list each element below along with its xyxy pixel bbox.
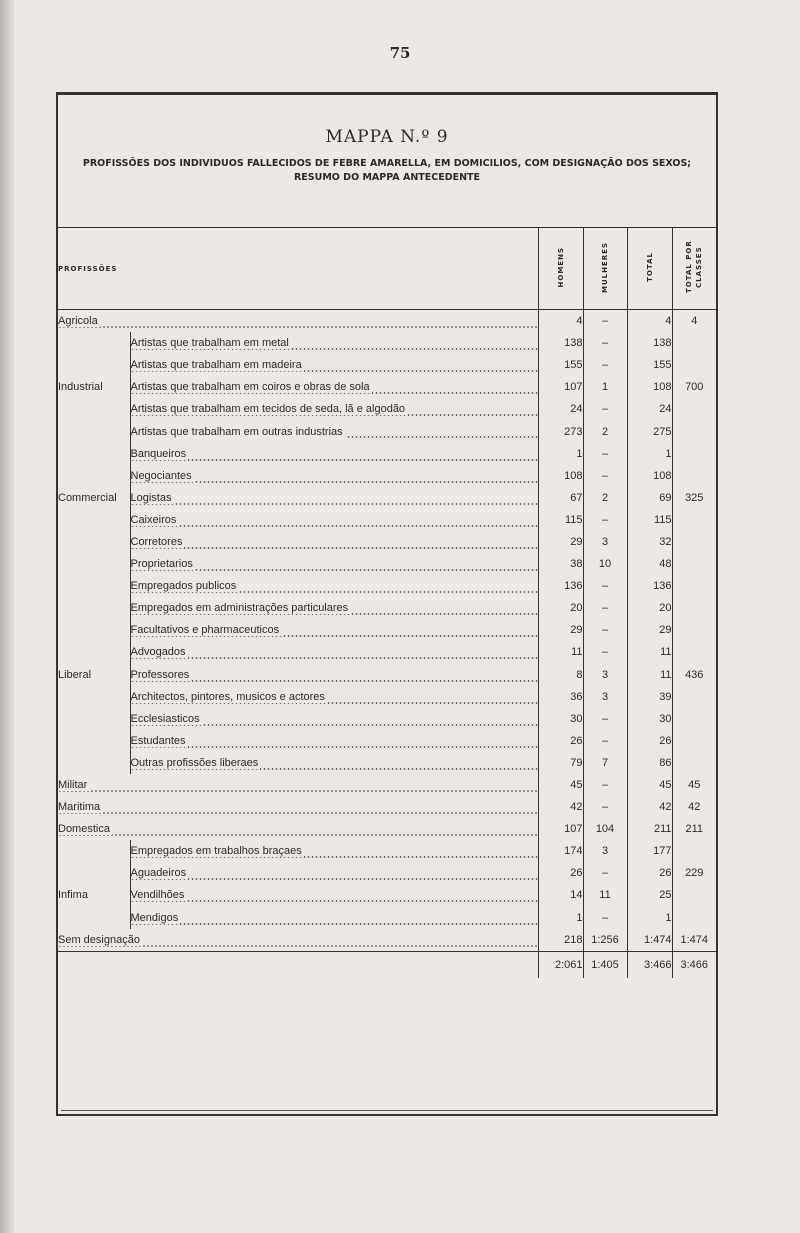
row-label: Domestica <box>58 818 538 840</box>
table-row <box>58 619 716 641</box>
row-label: Artistas que trabalham em tecidos de seda, lã e algodão <box>130 398 538 420</box>
table-row <box>58 730 716 752</box>
classes-cell <box>672 398 716 420</box>
total-cell: 32 <box>627 531 672 553</box>
classes-cell: 436 <box>672 664 716 686</box>
row-label: Architectos, pintores, musicos e actores <box>130 686 538 708</box>
classes-cell: 1:474 <box>672 929 716 952</box>
table-row <box>58 509 716 531</box>
homens-cell: 11 <box>538 641 583 663</box>
total-cell: 26 <box>627 862 672 884</box>
row-group <box>58 332 130 354</box>
row-label: Aguadeiros <box>130 862 538 884</box>
table-row <box>58 796 716 818</box>
classes-cell <box>672 752 716 774</box>
total-cell: 155 <box>627 354 672 376</box>
total-cell: 24 <box>627 398 672 420</box>
row-group <box>58 398 130 420</box>
homens-cell: 136 <box>538 575 583 597</box>
row-group <box>58 708 130 730</box>
mulheres-cell: – <box>583 597 627 619</box>
classes-cell <box>672 708 716 730</box>
table-row <box>58 553 716 575</box>
table-row <box>58 420 716 442</box>
homens-cell: 29 <box>538 619 583 641</box>
mulheres-cell: 10 <box>583 553 627 575</box>
table-body <box>58 310 716 978</box>
mulheres-cell: 2 <box>583 420 627 442</box>
total-cell: 48 <box>627 553 672 575</box>
table-row <box>58 465 716 487</box>
classes-cell <box>672 884 716 906</box>
table-row <box>58 443 716 465</box>
row-group <box>58 509 130 531</box>
mulheres-cell: 1 <box>583 376 627 398</box>
classes-cell <box>672 332 716 354</box>
homens-cell: 108 <box>538 465 583 487</box>
mulheres-cell: – <box>583 907 627 929</box>
total-cell: 275 <box>627 420 672 442</box>
row-label: Vendilhões <box>130 884 538 906</box>
row-label: Logistas <box>130 487 538 509</box>
homens-cell: 26 <box>538 730 583 752</box>
mulheres-cell: – <box>583 708 627 730</box>
table-row <box>58 376 716 398</box>
row-label: Sem designação <box>58 929 538 952</box>
homens-cell: 155 <box>538 354 583 376</box>
total-cell: 1 <box>627 907 672 929</box>
mulheres-cell: – <box>583 398 627 420</box>
homens-cell: 218 <box>538 929 583 952</box>
table-row <box>58 929 716 952</box>
homens-cell: 1 <box>538 443 583 465</box>
row-group <box>58 553 130 575</box>
table-row <box>58 840 716 862</box>
total-cell: 177 <box>627 840 672 862</box>
row-label: Caixeiros <box>130 509 538 531</box>
homens-cell: 24 <box>538 398 583 420</box>
total-total: 3:466 <box>627 951 672 978</box>
mulheres-cell: – <box>583 332 627 354</box>
total-cell: 29 <box>627 619 672 641</box>
mulheres-total: 1:405 <box>583 951 627 978</box>
row-label: Estudantes <box>130 730 538 752</box>
table-row <box>58 310 716 333</box>
mulheres-cell: – <box>583 796 627 818</box>
row-group: Industrial <box>58 381 103 394</box>
classes-cell <box>672 840 716 862</box>
homens-cell: 138 <box>538 332 583 354</box>
profissoes-header: PROFISSÕES <box>58 228 538 310</box>
mulheres-cell: – <box>583 575 627 597</box>
classes-cell <box>672 465 716 487</box>
classes-cell: 42 <box>672 796 716 818</box>
header-row <box>58 228 716 310</box>
mulheres-cell: – <box>583 862 627 884</box>
classes-cell <box>672 686 716 708</box>
classes-cell: 211 <box>672 818 716 840</box>
total-cell: 11 <box>627 641 672 663</box>
homens-cell: 79 <box>538 752 583 774</box>
classes-cell: 325 <box>672 487 716 509</box>
row-group: Infima <box>58 889 88 902</box>
table-row <box>58 487 716 509</box>
table-row <box>58 862 716 884</box>
mulheres-cell: 2 <box>583 487 627 509</box>
mulheres-cell: 11 <box>583 884 627 906</box>
total-cell: 11 <box>627 664 672 686</box>
total-cell: 1 <box>627 443 672 465</box>
table-row <box>58 686 716 708</box>
homens-cell: 8 <box>538 664 583 686</box>
row-group <box>58 531 130 553</box>
table-row <box>58 575 716 597</box>
row-label: Empregados publicos <box>130 575 538 597</box>
homens-cell: 30 <box>538 708 583 730</box>
row-group <box>58 840 130 862</box>
homens-cell: 26 <box>538 862 583 884</box>
total-header: TOTAL <box>627 228 672 310</box>
total-cell: 25 <box>627 884 672 906</box>
total-cell: 86 <box>627 752 672 774</box>
row-label: Banqueiros <box>130 443 538 465</box>
homens-cell: 29 <box>538 531 583 553</box>
table-row <box>58 884 716 906</box>
total-cell: 42 <box>627 796 672 818</box>
row-group <box>58 619 130 641</box>
page-subtitle <box>58 157 716 185</box>
homens-cell: 38 <box>538 553 583 575</box>
row-group <box>58 597 130 619</box>
classes-cell <box>672 531 716 553</box>
table-row <box>58 708 716 730</box>
mulheres-cell: 3 <box>583 840 627 862</box>
classes-cell <box>672 553 716 575</box>
homens-cell: 20 <box>538 597 583 619</box>
homens-cell: 115 <box>538 509 583 531</box>
total-cell: 45 <box>627 774 672 796</box>
homens-cell: 174 <box>538 840 583 862</box>
row-label: Maritima <box>58 796 538 818</box>
table-row <box>58 354 716 376</box>
row-group <box>58 752 130 774</box>
total-cell: 69 <box>627 487 672 509</box>
row-label: Corretores <box>130 531 538 553</box>
row-group <box>58 641 130 663</box>
row-label: Outras profissões liberaes <box>130 752 538 774</box>
homens-total: 2:061 <box>538 951 583 978</box>
classes-cell <box>672 907 716 929</box>
row-label: Professores <box>130 664 538 686</box>
total-cell: 1:474 <box>627 929 672 952</box>
table-row <box>58 664 716 686</box>
total-cell: 138 <box>627 332 672 354</box>
row-label: Artistas que trabalham em outras industrias <box>130 420 538 442</box>
mulheres-cell: 3 <box>583 531 627 553</box>
table-row <box>58 907 716 929</box>
row-group <box>58 354 130 376</box>
homens-header: HOMENS <box>538 228 583 310</box>
subtitle-line-1: PROFISSÕES DOS INDIVIDUOS FALLECIDOS DE FEBRE AMARELLA, EM DOMICILIOS, COM DESIGNAÇÃO DOS SEXOS; <box>82 158 692 169</box>
row-group: Commercial <box>58 491 117 504</box>
row-group <box>58 443 130 465</box>
mulheres-cell: – <box>583 730 627 752</box>
classes-cell <box>672 619 716 641</box>
row-group: Liberal <box>58 668 92 681</box>
page-title: MAPPA N.º 9 <box>325 127 449 147</box>
row-group <box>58 686 130 708</box>
row-label: Artistas que trabalham em madeira <box>130 354 538 376</box>
row-group <box>58 465 130 487</box>
row-label: Agricola <box>58 310 538 333</box>
homens-cell: 273 <box>538 420 583 442</box>
table-row <box>58 332 716 354</box>
subtitle-line-2: RESUMO DO MAPPA ANTECEDENTE <box>293 172 480 183</box>
total-cell: 115 <box>627 509 672 531</box>
mulheres-cell: – <box>583 443 627 465</box>
row-label: Empregados em trabalhos braçaes <box>130 840 538 862</box>
classes-cell: 45 <box>672 774 716 796</box>
classes-cell <box>672 443 716 465</box>
row-group <box>58 907 130 929</box>
mulheres-cell: – <box>583 641 627 663</box>
mulheres-cell: 7 <box>583 752 627 774</box>
table-row <box>58 818 716 840</box>
total-cell: 39 <box>627 686 672 708</box>
row-label: Proprietarios <box>130 553 538 575</box>
homens-cell: 107 <box>538 818 583 840</box>
table-row <box>58 641 716 663</box>
row-label: Empregados em administrações particulares <box>130 597 538 619</box>
homens-cell: 14 <box>538 884 583 906</box>
total-classes-header: TOTAL POR CLASSES <box>672 228 716 310</box>
homens-cell: 42 <box>538 796 583 818</box>
table-row <box>58 531 716 553</box>
row-group <box>58 575 130 597</box>
row-label: Artistas que trabalham em coiros e obras de sola <box>130 376 538 398</box>
classes-cell <box>672 730 716 752</box>
mulheres-cell: – <box>583 310 627 333</box>
table-row <box>58 398 716 420</box>
classes-total: 3:466 <box>672 951 716 978</box>
classes-cell <box>672 509 716 531</box>
row-label: Negociantes <box>130 465 538 487</box>
table-row <box>58 752 716 774</box>
row-label: Ecclesiasticos <box>130 708 538 730</box>
mulheres-cell: 3 <box>583 686 627 708</box>
classes-cell: 229 <box>672 862 716 884</box>
row-group <box>58 862 130 884</box>
table-row <box>58 597 716 619</box>
page-number: 75 <box>389 44 411 62</box>
total-cell: 4 <box>627 310 672 333</box>
classes-cell: 4 <box>672 310 716 333</box>
homens-cell: 4 <box>538 310 583 333</box>
classes-cell <box>672 354 716 376</box>
homens-cell: 67 <box>538 487 583 509</box>
classes-cell <box>672 420 716 442</box>
page-edge <box>0 0 14 1233</box>
table-row <box>58 774 716 796</box>
total-cell: 20 <box>627 597 672 619</box>
classes-cell <box>672 597 716 619</box>
row-label: Facultativos e pharmaceuticos <box>130 619 538 641</box>
totals-row <box>58 951 716 978</box>
mulheres-cell: – <box>583 354 627 376</box>
mappa-frame <box>56 92 718 1116</box>
classes-cell: 700 <box>672 376 716 398</box>
row-group <box>58 420 130 442</box>
total-cell: 136 <box>627 575 672 597</box>
totals-blank <box>58 951 538 978</box>
total-cell: 108 <box>627 465 672 487</box>
mulheres-cell: 3 <box>583 664 627 686</box>
total-cell: 211 <box>627 818 672 840</box>
homens-cell: 45 <box>538 774 583 796</box>
mulheres-cell: – <box>583 465 627 487</box>
homens-cell: 107 <box>538 376 583 398</box>
profissoes-table <box>58 227 716 978</box>
row-label: Advogados <box>130 641 538 663</box>
mulheres-cell: 104 <box>583 818 627 840</box>
row-label: Militar <box>58 774 538 796</box>
classes-cell <box>672 641 716 663</box>
mulheres-cell: 1:256 <box>583 929 627 952</box>
row-label: Mendigos <box>130 907 538 929</box>
row-label: Artistas que trabalham em metal <box>130 332 538 354</box>
total-cell: 26 <box>627 730 672 752</box>
total-cell: 30 <box>627 708 672 730</box>
mulheres-header: MULHERES <box>583 228 627 310</box>
mulheres-cell: – <box>583 774 627 796</box>
homens-cell: 36 <box>538 686 583 708</box>
classes-cell <box>672 575 716 597</box>
mulheres-cell: – <box>583 619 627 641</box>
homens-cell: 1 <box>538 907 583 929</box>
row-group <box>58 730 130 752</box>
total-cell: 108 <box>627 376 672 398</box>
mulheres-cell: – <box>583 509 627 531</box>
